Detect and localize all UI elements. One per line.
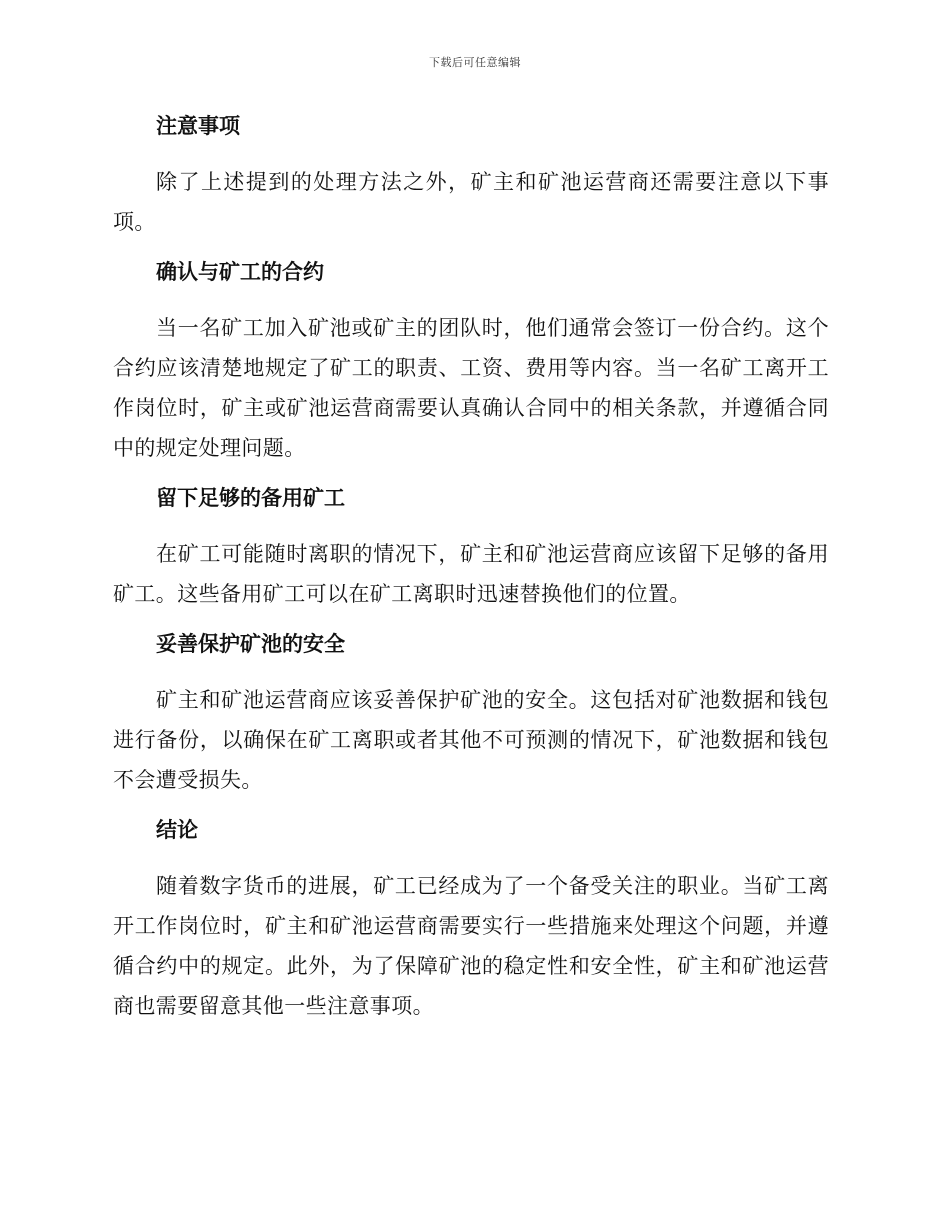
section-heading: 妥善保护矿池的安全	[156, 631, 345, 656]
section-paragraph: 矿主和矿池运营商应该妥善保护矿池的安全。这包括对矿池数据和钱包进行备份，以确保在矿工离职或者其他不可预测的情况下，矿池数据和钱包不会遭受损失。	[113, 688, 829, 792]
section-heading: 注意事项	[156, 113, 240, 138]
section-conclusion	[113, 812, 829, 1026]
section-heading: 确认与矿工的合约	[156, 259, 324, 284]
page-header: 下载后可任意编辑	[429, 56, 521, 69]
section-heading: 留下足够的备用矿工	[156, 485, 345, 510]
section-pool-security	[113, 626, 829, 800]
section-paragraph: 除了上述提到的处理方法之外，矿主和矿池运营商还需要注意以下事项。	[113, 170, 829, 234]
section-heading: 结论	[156, 817, 198, 842]
section-confirm-contract	[113, 254, 829, 468]
section-paragraph: 在矿工可能随时离职的情况下，矿主和矿池运营商应该留下足够的备用矿工。这些备用矿工可以在矿工离职时迅速替换他们的位置。	[113, 542, 829, 606]
document-body	[113, 108, 829, 1038]
section-backup-miners	[113, 480, 829, 614]
section-notes	[113, 108, 829, 242]
section-paragraph: 随着数字货币的进展，矿工已经成为了一个备受关注的职业。当矿工离开工作岗位时，矿主和矿池运营商需要实行一些措施来处理这个问题，并遵循合约中的规定。此外，为了保障矿池的稳定性和安全性，矿主和矿池运营商也需要留意其他一些注意事项。	[113, 874, 829, 1018]
section-paragraph: 当一名矿工加入矿池或矿主的团队时，他们通常会签订一份合约。这个合约应该清楚地规定了矿工的职责、工资、费用等内容。当一名矿工离开工作岗位时，矿主或矿池运营商需要认真确认合同中的相关条款，并遵循合同中的规定处理问题。	[113, 316, 829, 460]
